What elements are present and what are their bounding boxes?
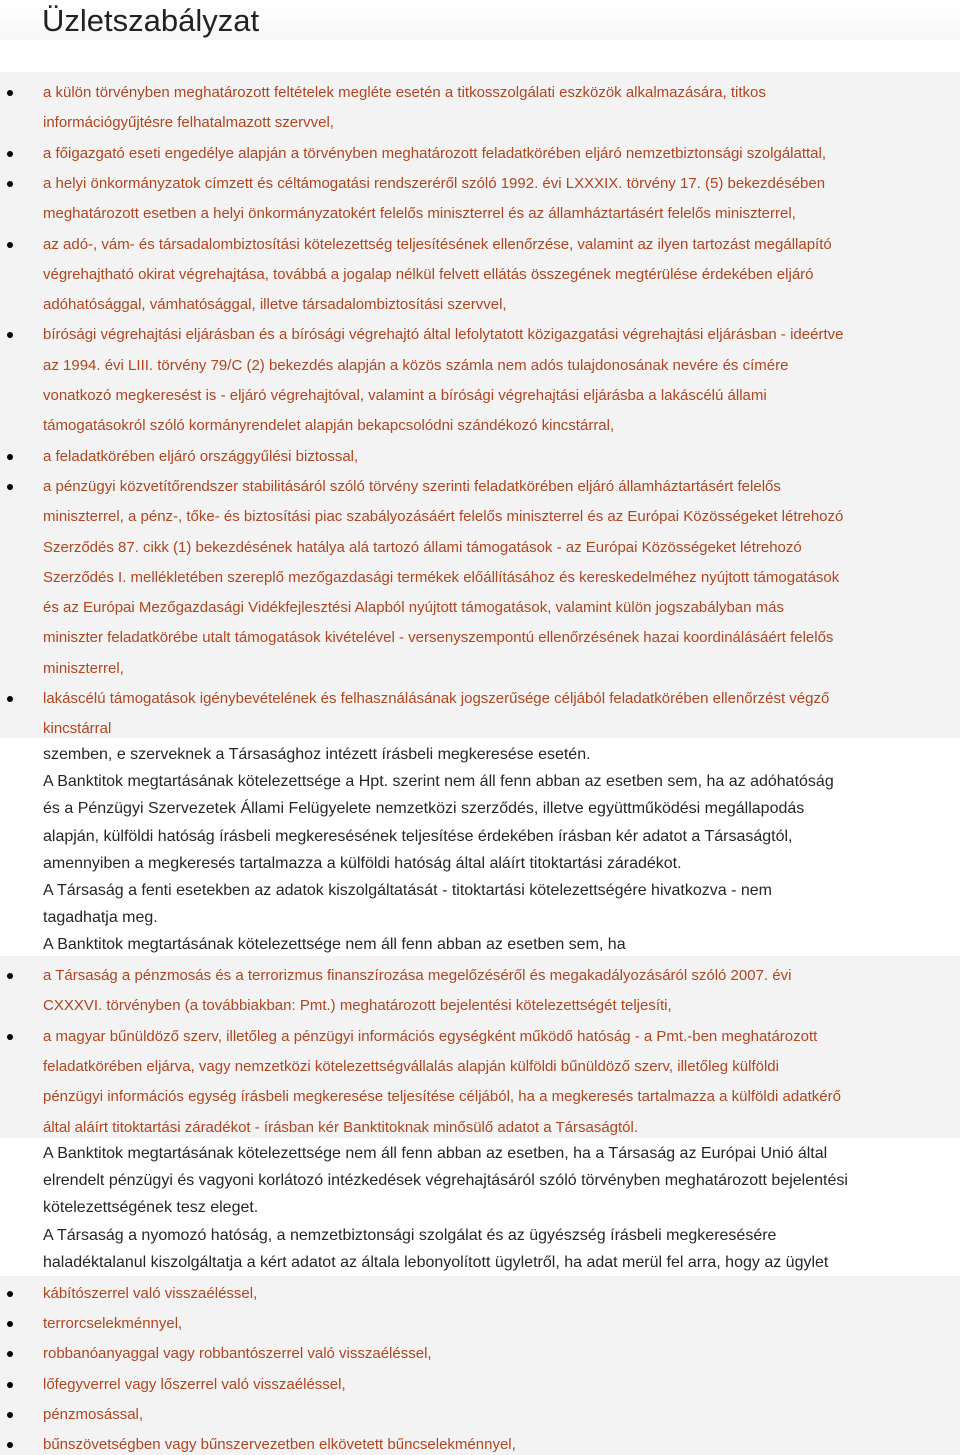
bullet-list-section <box>0 1276 960 1455</box>
paragraph-line: haladéktalanul kiszolgáltatja a kért adatot az általa lebonyolított ügyletről, ha adat merül fel arra, hogy az ügylet <box>43 1253 829 1271</box>
list-item-line: miniszterrel, <box>43 659 124 677</box>
paragraph-line: A Banktitok megtartásának kötelezettsége nem áll fenn abban az esetben, ha a Társaság az Európai Unió által <box>43 1145 828 1162</box>
list-item-line: terrorcselekménnyel, <box>43 1315 183 1333</box>
paragraph-line: A Banktitok megtartásának kötelezettsége nem áll fenn abban az esetben sem, ha <box>43 936 626 954</box>
list-item-line: és az Európai Mezőgazdasági Vidékfejlesztési Alapból nyújtott támogatások, valamint külön jogszabályban más <box>43 599 784 617</box>
bullet-icon <box>7 1412 13 1418</box>
list-item-line: végrehajtható okirat végrehajtása, továbbá a jogalap nélkül felvett ellátás összegének megtérülése érdekében eljáró <box>43 265 814 283</box>
list-item-line: pénzmosással, <box>43 1405 144 1423</box>
list-item-line: vonatkozó megkeresést is - eljáró végrehajtóval, valamint a bírósági végrehajtási eljárásba a lakáscélú állami <box>43 387 767 404</box>
paragraph-line: és a Pénzügyi Szervezetek Állami Felügyelete nemzetközi szerződés, illetve együttműködési megállapodás <box>43 800 805 818</box>
paragraph-line: amennyiben a megkeresés tartalmazza a külföldi hatóság által aláírt titoktartási záradékot. <box>43 854 682 872</box>
bullet-icon <box>7 1291 13 1297</box>
list-item-line: lőfegyverrel vagy lőszerrel való visszaéléssel, <box>43 1375 346 1393</box>
list-item-line: miniszter feladatkörébe utalt támogatások kivételével - versenyszempontú ellenőrzésének hazai koordinálásáért felelős <box>43 629 834 647</box>
bullet-icon <box>7 1442 13 1448</box>
list-item-line: kincstárral <box>43 720 112 738</box>
bullet-icon <box>7 1034 13 1040</box>
bullet-icon <box>7 332 13 338</box>
list-item-line: a helyi önkormányzatok címzett és céltámogatási rendszeréről szóló 1992. évi LXXXIX. törvény 17. (5) bekezdésében <box>43 174 826 192</box>
paragraph-line: elrendelt pénzügyi és vagyoni korlátozó intézkedések végrehajtásáról szóló törvényben meghatározott bejelentési <box>43 1172 848 1190</box>
list-item-line: a magyar bűnüldöző szerv, illetőleg a pénzügyi információs egységként működő hatóság - a Pmt.-ben meghatározott <box>43 1027 818 1045</box>
paragraph-line: kötelezettségének tesz eleget. <box>43 1199 259 1217</box>
list-item-line: által aláírt titoktartási záradékot - írásban kér Banktitoknak minősülő adatot a Társaságtól. <box>43 1118 639 1136</box>
paragraph-section <box>0 738 960 956</box>
paragraph-line: szemben, e szerveknek a Társasághoz intézett írásbeli megkeresése esetén. <box>43 746 591 763</box>
bullet-icon <box>7 696 13 702</box>
list-item-line: bűnszövetségben vagy bűnszervezetben elkövetett bűncselekménnyel, <box>43 1436 516 1453</box>
list-item-line: a feladatkörében eljáró országgyűlési biztossal, <box>43 447 359 465</box>
bullet-icon <box>7 973 13 979</box>
page-title: Üzletszabályzat <box>42 3 260 38</box>
list-item-line: lakáscélú támogatások igénybevételének és felhasználásának jogszerűsége céljából feladatkörében ellenőrzést végző <box>43 690 830 707</box>
list-item-line: meghatározott esetben a helyi önkormányzatokért felelős miniszterrel és az államháztartásért felelős miniszterrel, <box>43 205 796 223</box>
paragraph-section <box>0 1138 960 1276</box>
paragraph-line: A Társaság a fenti esetekben az adatok kiszolgáltatását - titoktartási kötelezettségére hivatkozva - nem <box>43 882 772 899</box>
bullet-icon <box>7 1321 13 1327</box>
paragraph-line: alapján, külföldi hatóság írásbeli megkeresésének teljesítése érdekében írásban kér adatot a Társaságtól, <box>43 827 793 845</box>
list-item-line: bírósági végrehajtási eljárásban és a bírósági végrehajtó által lefolytatott közigazgatási végrehajtási eljárásban - ideértve <box>43 326 844 344</box>
paragraph-line: A Társaság a nyomozó hatóság, a nemzetbiztonsági szolgálat és az ügyészség írásbeli megkeresésére <box>43 1226 777 1244</box>
bullet-icon <box>7 90 13 96</box>
list-item-line: a pénzügyi közvetítőrendszer stabilitásáról szóló törvény szerinti feladatkörében eljáró államháztartásért felelős <box>43 477 781 495</box>
list-item-line: Szerződés 87. cikk (1) bekezdésének hatálya alá tartozó állami támogatások - az Európai Közösségeket létrehozó <box>43 538 802 556</box>
list-item-line: a főigazgató eseti engedélye alapján a törvényben meghatározott feladatkörében eljáró nemzetbiztonsági szolgálattal, <box>43 144 827 162</box>
title-bar <box>0 0 960 40</box>
bullet-list-section <box>0 72 960 738</box>
bullet-icon <box>7 181 13 187</box>
bullet-list-section <box>0 956 960 1138</box>
paragraph-line: tagadhatja meg. <box>43 909 158 927</box>
list-item-line: feladatkörében eljárva, vagy nemzetközi kötelezettségvállalás alapján külföldi bűnüldöző szerv, illetőleg külföldi <box>43 1057 779 1075</box>
bullet-icon <box>7 151 13 157</box>
list-item-line: robbanóanyaggal vagy robbantószerrel való visszaéléssel, <box>43 1345 432 1363</box>
bullet-icon <box>7 484 13 490</box>
list-item-line: CXXXVI. törvényben (a továbbiakban: Pmt.) meghatározott bejelentési kötelezettségét teljesíti, <box>43 997 672 1015</box>
list-item-line: Szerződés I. mellékletében szereplő mezőgazdasági termékek előállításához és kereskedelméhez nyújtott támogatások <box>43 568 840 586</box>
list-item-line: kábítószerrel való visszaéléssel, <box>43 1285 258 1302</box>
bullet-icon <box>7 242 13 248</box>
list-item-line: adóhatósággal, vámhatósággal, illetve társadalombiztosítási szervvel, <box>43 296 507 314</box>
paragraph-line: A Banktitok megtartásának kötelezettsége a Hpt. szerint nem áll fenn abban az esetben sem, ha az adóhatóság <box>43 773 834 791</box>
bullet-icon <box>7 1351 13 1357</box>
list-item-line: pénzügyi információs egység írásbeli megkeresése teljesítése céljából, ha a megkeresés tartalmazza a külföldi adatkérő <box>43 1088 841 1106</box>
list-item-line: támogatásokról szóló kormányrendelet alapján bekapcsolódni szándékozó kincstárral, <box>43 417 615 435</box>
list-item-line: az 1994. évi LIII. törvény 79/C (2) bekezdés alapján a közös számla nem adós tulajdonosának nevére és címére <box>43 356 789 374</box>
list-item-line: a külön törvényben meghatározott feltételek megléte esetén a titkosszolgálati eszközök alkalmazására, titkos <box>43 84 766 101</box>
list-item-line: a Társaság a pénzmosás és a terrorizmus finanszírozása megelőzéséről és megakadályozásáról szóló 2007. évi <box>43 967 792 984</box>
bullet-icon <box>7 1382 13 1388</box>
list-item-line: miniszterrel, a pénz-, tőke- és biztosítási piac szabályozásáért felelős miniszterrel és az Európai Közösségeket létrehozó <box>43 508 844 526</box>
list-item-line: információgyűjtésre felhatalmazott szervvel, <box>43 114 334 132</box>
bullet-icon <box>7 454 13 460</box>
list-item-line: az adó-, vám- és társadalombiztosítási kötelezettség teljesítésének ellenőrzése, valamint az ilyen tartozást megállapító <box>43 235 832 253</box>
